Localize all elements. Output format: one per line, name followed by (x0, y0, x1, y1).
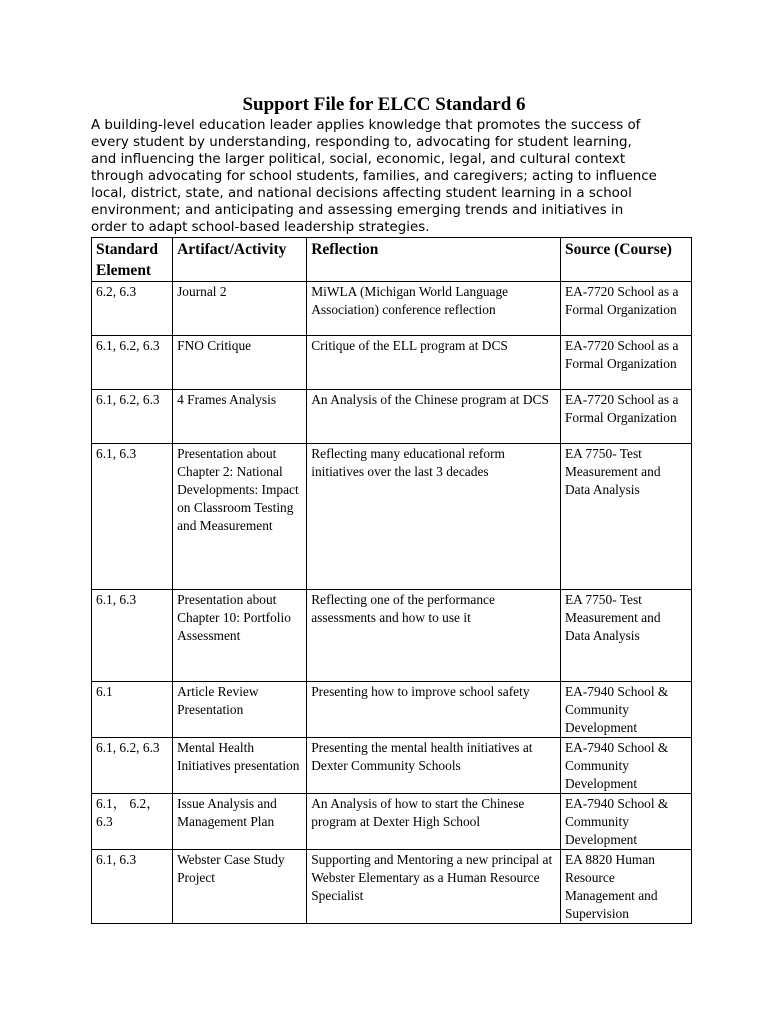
cell-standard: 6.1, 6.3 (92, 444, 173, 590)
table-row (92, 794, 692, 850)
cell-artifact: Journal 2 (173, 282, 307, 336)
cell-artifact: 4 Frames Analysis (173, 390, 307, 444)
cell-reflection: Presenting how to improve school safety (307, 682, 561, 738)
cell-standard: 6.1, 6.2, 6.3 (92, 390, 173, 444)
cell-standard: 6.1, 6.3 (92, 590, 173, 682)
table-row (92, 738, 692, 794)
cell-source: EA-7720 School as a Formal Organization (560, 336, 691, 390)
table-header-row (92, 238, 692, 282)
cell-standard: 6.1， 6.2， 6.3 (92, 794, 173, 850)
table-row (92, 590, 692, 682)
cell-reflection: Reflecting one of the performance assessments and how to use it (307, 590, 561, 682)
cell-source: EA-7940 School & Community Development (560, 682, 691, 738)
cell-artifact: FNO Critique (173, 336, 307, 390)
cell-reflection: MiWLA (Michigan World Language Association) conference reflection (307, 282, 561, 336)
cell-reflection: Reflecting many educational reform initiatives over the last 3 decades (307, 444, 561, 590)
cell-source: EA 8820 Human Resource Management and Supervision (560, 850, 691, 924)
cell-source: EA-7940 School & Community Development (560, 738, 691, 794)
table-row (92, 850, 692, 924)
table-row (92, 444, 692, 590)
table-row (92, 336, 692, 390)
cell-artifact: Webster Case Study Project (173, 850, 307, 924)
cell-reflection: Presenting the mental health initiatives at Dexter Community Schools (307, 738, 561, 794)
support-table (91, 237, 692, 924)
cell-artifact: Mental Health Initiatives presentation (173, 738, 307, 794)
cell-source: EA-7720 School as a Formal Organization (560, 390, 691, 444)
cell-standard: 6.1, 6.2, 6.3 (92, 738, 173, 794)
cell-artifact: Issue Analysis and Management Plan (173, 794, 307, 850)
cell-source: EA-7940 School & Community Development (560, 794, 691, 850)
cell-reflection: Critique of the ELL program at DCS (307, 336, 561, 390)
header-source-course: Source (Course) (560, 238, 691, 282)
header-reflection: Reflection (307, 238, 561, 282)
cell-standard: 6.2, 6.3 (92, 282, 173, 336)
cell-artifact: Presentation about Chapter 2: National Developments: Impact on Classroom Testing and Measurement (173, 444, 307, 590)
cell-source: EA-7720 School as a Formal Organization (560, 282, 691, 336)
header-artifact-activity: Artifact/Activity (173, 238, 307, 282)
cell-standard: 6.1, 6.2, 6.3 (92, 336, 173, 390)
cell-source: EA 7750- Test Measurement and Data Analysis (560, 444, 691, 590)
cell-artifact: Presentation about Chapter 10: Portfolio Assessment (173, 590, 307, 682)
cell-artifact: Article Review Presentation (173, 682, 307, 738)
cell-standard: 6.1, 6.3 (92, 850, 173, 924)
cell-reflection: An Analysis of how to start the Chinese program at Dexter High School (307, 794, 561, 850)
standard-description: A building-level education leader applies knowledge that promotes the success of every student by understanding, responding to, advocating for student learning, and influencing the larger political, social, economic, legal, and cultural context through advocating for school students, families, and caregivers; acting to influence local, district, state, and national decisions affecting student learning in a school environment; and anticipating and assessing emerging trends and initiatives in order to adapt school-based leadership strategies. (91, 118, 657, 235)
table-row (92, 682, 692, 738)
table-row (92, 282, 692, 336)
cell-reflection: Supporting and Mentoring a new principal at Webster Elementary as a Human Resource Specialist (307, 850, 561, 924)
table-row (92, 390, 692, 444)
cell-standard: 6.1 (92, 682, 173, 738)
header-standard-element: Standard Element (92, 238, 173, 282)
cell-reflection: An Analysis of the Chinese program at DCS (307, 390, 561, 444)
page-title: Support File for ELCC Standard 6 (242, 94, 526, 115)
cell-source: EA 7750- Test Measurement and Data Analysis (560, 590, 691, 682)
